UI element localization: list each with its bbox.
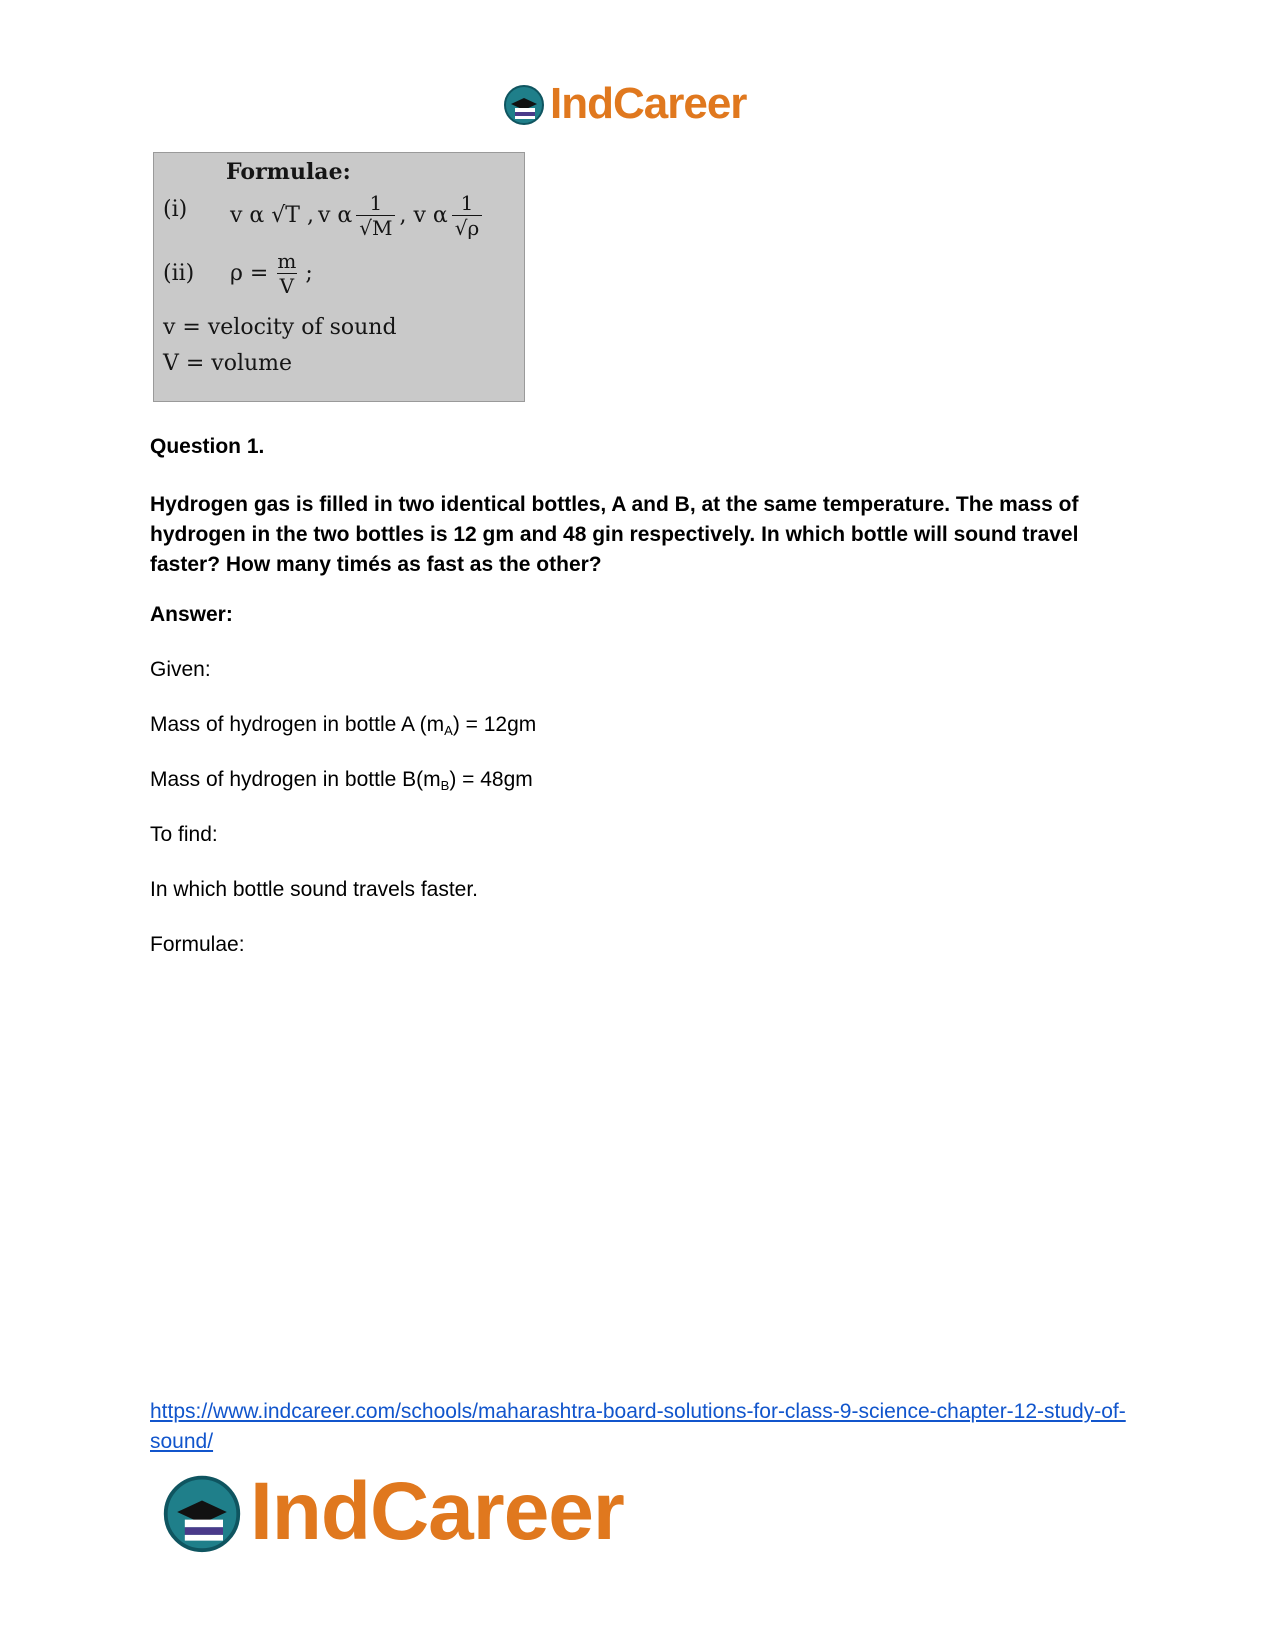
formula-def-velocity: v = velocity of sound bbox=[163, 315, 397, 340]
formula-title: Formulae: bbox=[226, 159, 351, 185]
formula-rho-prefix: ρ = bbox=[230, 261, 269, 286]
mass-a-line: Mass of hydrogen in bottle A $(m_A) = 12gm$ bbox=[150, 713, 537, 738]
formulae-label: Formulae: bbox=[150, 933, 245, 956]
formula-v-sqrt-t: v α √T , bbox=[230, 203, 314, 228]
formula-line1-label: (i) bbox=[163, 197, 188, 222]
graduation-book-icon bbox=[502, 82, 546, 126]
formula-frac-rho: $\frac{1}{√\rho}$ bbox=[452, 193, 483, 238]
to-find-text: In which bottle sound travels faster. bbox=[150, 878, 479, 901]
formula-line2-label: (ii) bbox=[163, 261, 195, 286]
formula-rho-suffix: ; bbox=[305, 261, 313, 286]
graduation-book-icon bbox=[160, 1470, 244, 1554]
mass-b-line: Mass of hydrogen in bottle $B(m_B) = 48gm$ bbox=[150, 768, 533, 793]
footer-logo-text: IndCareer bbox=[250, 1466, 624, 1557]
question-text: Hydrogen gas is filled in two identical bottles, A and B, at the same temperature. The mass of hydrogen in the two bottles is 12 gm and 48 gin respectively. In which bottle will sound travel faster? How many timés as fast as the other? bbox=[150, 493, 1079, 576]
header-logo-text: IndCareer bbox=[550, 79, 747, 128]
formula-v-alpha-prefix: v α bbox=[317, 203, 353, 228]
formula-v-alpha-prefix-2: , v α bbox=[399, 203, 448, 228]
formula-def-volume: V = volume bbox=[163, 351, 293, 376]
footer-logo bbox=[160, 1462, 624, 1562]
to-find-label: To find: bbox=[150, 823, 218, 846]
answer-heading: Answer: bbox=[150, 603, 233, 626]
formula-image bbox=[153, 152, 525, 402]
question-heading: Question 1. bbox=[150, 435, 265, 458]
formula-frac-m: $\frac{1}{√M}$ bbox=[356, 193, 395, 238]
formula-line2 bbox=[230, 251, 313, 296]
header-logo bbox=[502, 80, 746, 128]
source-link[interactable]: https://www.indcareer.com/schools/maharashtra-board-solutions-for-class-9-science-chapter-12-study-of-sound/ bbox=[150, 1400, 1126, 1453]
formula-line1 bbox=[230, 193, 482, 238]
formula-frac-density: $\frac{m}{V}$ bbox=[277, 249, 297, 298]
given-label: Given: bbox=[150, 658, 211, 681]
